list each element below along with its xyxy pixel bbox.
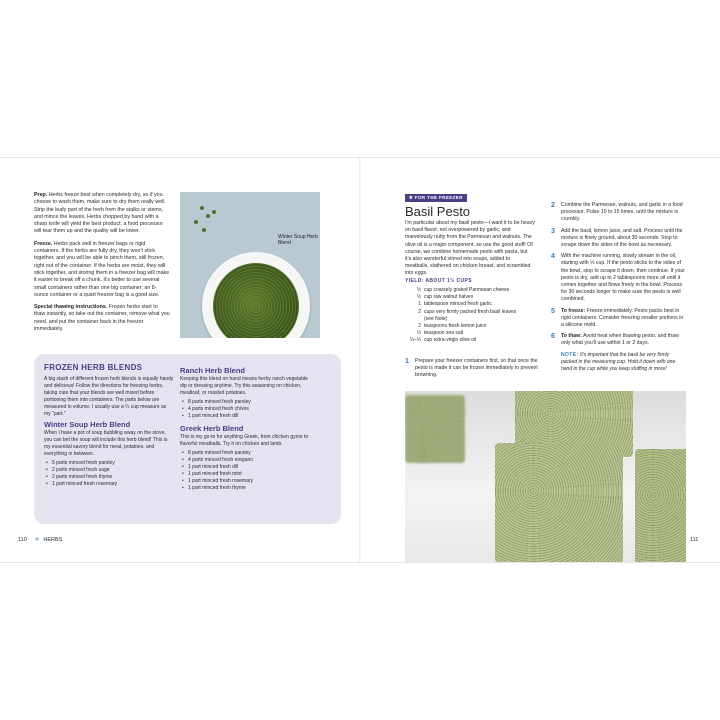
recipe-yield: YIELD: ABOUT 1½ CUPS: [405, 278, 472, 284]
greek-blend-list: [180, 450, 310, 492]
herb-sprig: [212, 210, 216, 214]
pesto-cube: [635, 449, 686, 562]
recipe-step-3: 3 Add the basil, lemon juice, and salt. Process until the mixture is finely ground, about 30 seconds. Stop to scrape down the sides of the bowl as necessary.: [551, 227, 683, 249]
frozen-pesto-photo: [405, 391, 686, 562]
ranch-blend-list: [180, 399, 310, 420]
ranch-blend-title: Ranch Herb Blend: [180, 366, 246, 375]
ranch-blend-desc: Keeping this blend on hand means herby ranch vegetable dip or dressing anytime. Try this seasoning on chicken, meatloaf, or roasted potatoes.: [180, 376, 308, 396]
list-item: • 2 parts minced fresh thyme: [44, 474, 174, 481]
thawing-paragraph: Special thawing instructions. Frozen herbs start to thaw instantly, so take out the container, remove what you need, and put the container back in the freezer immediately.: [34, 304, 170, 333]
ingredient-item: 2 cups very firmly packed fresh basil leaves: [418, 308, 517, 315]
recipe-step-2: 2 Combine the Parmesan, walnuts, and garlic in a food processor. Pulse 10 to 15 times, until the mixture is crumbly.: [551, 202, 683, 223]
chapter-label: HERBS: [43, 537, 63, 543]
flower-icon: ✲: [34, 537, 40, 543]
recipe-step-5: 5 To freeze: Freeze immediately. Pesto packs best in rigid containers. Consider freezing smaller portions in a silicone mold.: [551, 307, 684, 329]
page-number: 110: [18, 537, 27, 543]
greek-blend-desc: This is my go-to for anything Greek, from chicken gyros to flavorful meatballs. Try it on chicken and lamb.: [180, 434, 309, 447]
list-item: • 1 part minced fresh dill: [180, 464, 310, 471]
list-item: • 1 part minced fresh dill: [180, 413, 310, 420]
photo-caption: Winter Soup Herb Blend: [278, 234, 318, 246]
page-gutter: [359, 158, 361, 562]
herb-sprig: [202, 228, 206, 232]
recipe-note: NOTE: It's important that the basil be very firmly packed in the measuring cup. Hold it down with one hand in the cup while you keep stuffing in more!: [561, 351, 676, 372]
list-item: • 1 part minced fresh thyme: [180, 485, 310, 492]
winter-blend-title: Winter Soup Herb Blend: [44, 420, 131, 429]
herb-sprig: [200, 206, 204, 210]
list-item: • 4 parts minced fresh chives: [180, 406, 310, 413]
winter-blend-list: [44, 460, 174, 488]
herb-blends-box: [34, 354, 341, 524]
book-spread: [0, 158, 720, 562]
list-item: • 8 parts minced fresh parsley: [180, 450, 310, 457]
left-text-column: [34, 192, 170, 338]
list-item: • 2 parts minced fresh sage: [44, 467, 174, 474]
winter-blend-desc: When I have a pot of soup bubbling away on the stove, you can bet the soup will include this herb blend! This is my essential savory blend for meat, potatoes, and everything in between.: [44, 430, 168, 457]
list-item: • 5 parts minced fresh parsley: [44, 460, 174, 467]
ingredient-item: (see Note): [424, 315, 448, 322]
prep-paragraph: Prep. Herbs freeze best when completely dry, so if you choose to wash them, make sure to dry them really well. Strip the leafy part of the herb from the stalks or stems, and mince the leaves. Herbs chopped by hand with a sharp knife will yield the best product; a food processor will tear them up and the quality will be lower.: [34, 192, 166, 235]
pesto-cube: [405, 395, 465, 463]
section-tag: ❄ FOR THE FREEZER: [405, 194, 467, 202]
greek-blend-title: Greek Herb Blend: [180, 424, 244, 433]
blends-right-column: [180, 366, 310, 496]
blends-title: FROZEN HERB BLENDS: [44, 363, 143, 372]
left-folio: [18, 537, 62, 543]
recipe-title: Basil Pesto: [405, 204, 471, 219]
blends-left-column: [44, 376, 174, 492]
ingredient-item: ½ cup raw walnut halves: [416, 294, 474, 301]
recipe-steps-column: [551, 202, 686, 373]
list-item: • 1 part minced fresh rosemary: [180, 478, 310, 485]
pesto-cube: [495, 443, 623, 562]
blends-intro: A big stash of different frozen herb blends is equally handy and delicious! Follow the directions for freezing herbs, taking care that your blends are well mixed before portioning them into containers. The parts below are measured in volume. I usually use a ¼ cup measure as my "part.": [44, 376, 174, 417]
herb-sprig: [194, 220, 198, 224]
snowflake-icon: ❄: [409, 195, 415, 200]
ingredient-item: ½ cup coarsely grated Parmesan cheese: [416, 287, 510, 293]
ingredient-item: 1 tablespoon minced fresh garlic: [418, 301, 492, 308]
ingredient-item: ½ teaspoon sea salt: [416, 330, 464, 337]
ingredient-list: [405, 287, 535, 345]
right-folio: 111: [690, 537, 699, 543]
list-item: • 1 part minced fresh rosemary: [44, 481, 174, 488]
recipe-step-1: 1 Prepare your freezer containers first, so that once the pesto is made it can be frozen immediately to prevent browning.: [405, 358, 538, 379]
list-item: • 1 part minced fresh mint: [180, 471, 310, 478]
ingredient-item: ⅓–½ cup extra-virgin olive oil: [409, 337, 477, 344]
freeze-paragraph: Freeze. Herbs pack well in freezer bags or rigid containers. If the herbs are fully dry, they won't stick together, and you will be able to pinch them, still frozen, right out of the container. If the herbs are moist, they will stick together, and storing them in a freezer bag will make it easier to break off a chunk. It's better to use several small containers rather than one big container; an 8-ounce container or a quart freezer bag is a good size.: [34, 240, 170, 298]
recipe-step-6: 6 To thaw: Avoid heat when thawing pesto, and thaw only what you'll use within 1 or 2 days.: [551, 333, 679, 347]
ingredient-item: 2 teaspoons fresh lemon juice: [418, 323, 487, 330]
list-item: • 8 parts minced fresh parsley: [180, 399, 310, 406]
recipe-intro: I'm particular about my basil pesto—I want it to be heavy on basil flavor, not overpowered by garlic, and marvelously nutty from the Parmesan and walnuts. The olive oil is a major component, so use the good stuff! Of course, we combine homemade pesto with pasta, but it's also wonderful stirred into soups, added to meatballs, slathered on chicken breast, and scrambled into eggs.: [405, 220, 535, 277]
list-item: • 4 parts minced fresh oregano: [180, 457, 310, 464]
herb-sprig: [206, 214, 210, 218]
herb-blend-photo: [180, 192, 320, 338]
recipe-step-4: 4 With the machine running, slowly stream in the oil, starting with ⅓ cup. If the pesto sticks to the sides of the bowl, stop to scrape it down, then continue. If your pesto is dry, add up to 2 tablespoons more oil until it comes together and flows freely in the bowl. Process for 30 seconds longer to make sure the pesto is well combined.: [551, 253, 685, 303]
